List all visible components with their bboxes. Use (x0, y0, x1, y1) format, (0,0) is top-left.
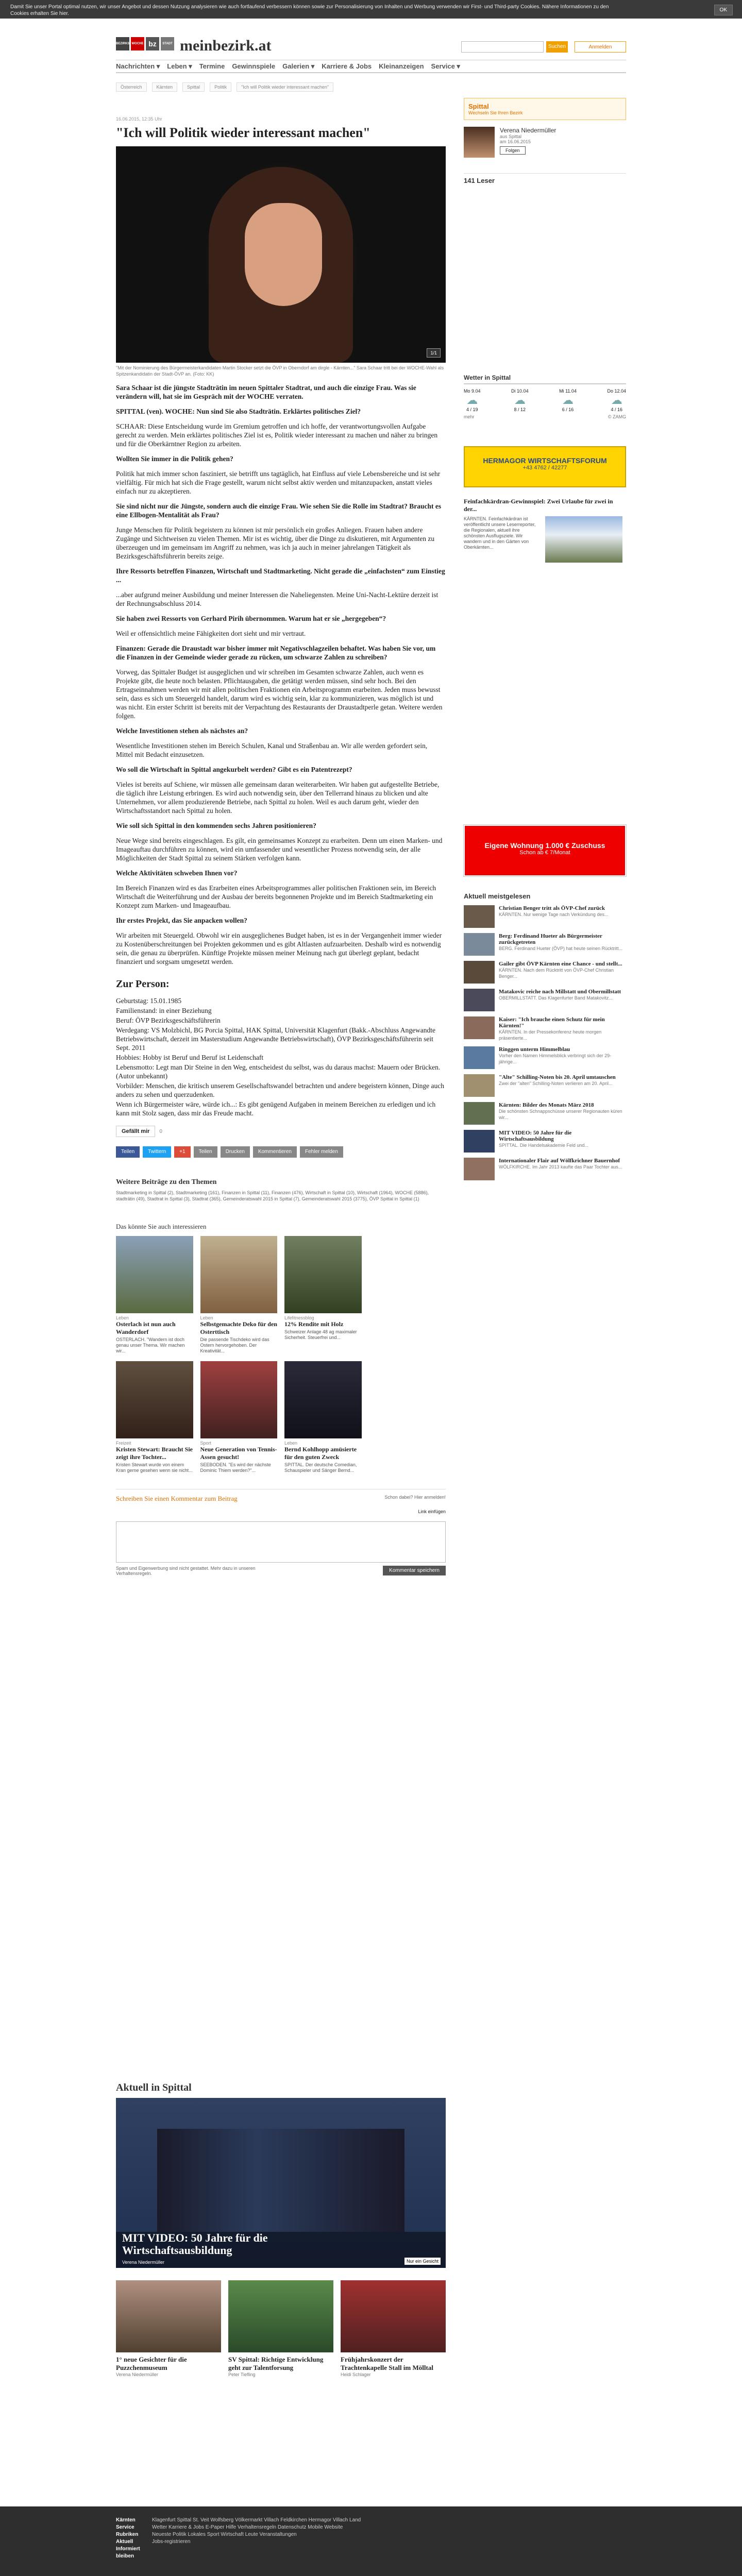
teaser-image (200, 1361, 278, 1438)
author-place: aus Spittal (500, 134, 522, 139)
interesting-grid (116, 1236, 446, 1473)
person-fact: Beruf: ÖVP Bezirksgeschäftsführerin (116, 1016, 221, 1024)
promo-text: KÄRNTEN. Feinfachkärdran ist veröffentlicht unsere Leserreporter, die Regionalen, aktuell ihre schönsten Ausflugsziele. Wir wandern und in den Gärten von Oberkärnten... (464, 516, 536, 550)
nav-item-nachrichten[interactable]: Nachrichten ▾ (116, 62, 160, 70)
share-toolbar (116, 1146, 446, 1158)
article-question: Sie sind nicht nur die Jüngste, sondern auch die einzige Frau. Wie sehen Sie die Rolle im Stadtrat? Braucht es eine Ellbogen-Mentalität als Frau? (116, 502, 442, 519)
promo-title: Feinfachkärdran-Gewinnspiel: Zwei Urlaube für zwei in der... (464, 498, 613, 513)
article-question: SPITTAL (ven). WOCHE: Nun sind Sie also Stadträtin. Erklärtes politisches Ziel? (116, 408, 361, 415)
breadcrumb-item[interactable]: Politik (210, 82, 231, 92)
nav-item-service[interactable]: Service ▾ (431, 62, 460, 70)
card-title: SV Spittal: Richtige Entwicklung geht zur Talentforsung (228, 2355, 324, 2371)
gallery-count-badge[interactable]: 1/1 (427, 348, 441, 358)
person-section-title: Zur Person: (116, 978, 170, 990)
partner-logos (116, 37, 174, 59)
teaser-desc: Schweizer Anlage 48 ag maximaler Sicherheit. Steuerfrei und... (284, 1329, 357, 1340)
header (116, 19, 626, 60)
like-button[interactable]: Gefällt mir (116, 1126, 155, 1137)
comment-hint: Spam und Eigenwerbung sind nicht gestattet. Mehr dazu in unseren Verhaltensregeln. (116, 1566, 256, 1576)
weather-day: Di 10.04 ☁ 8 / 12 (511, 388, 529, 412)
tags-list[interactable]: Stadtmarketing in Spittal (2), Stadtmarketing (161), Finanzen in Spittal (11), Finanzen (476), Wirtschaft in Spittal (10), Wirtschaft (1964), WOCHE (5886), stadträtin (49), Stadtrat in Spittal (3), Stadtrat (365), Gemeinderatswahl 2015 in Spittal (7), Gemeinderatswahl 2015 (3775), ÖVP Spittal in Spittal (1) (116, 1190, 429, 1201)
featured-story[interactable] (116, 2098, 446, 2268)
thumbnail (464, 1074, 495, 1097)
teaser-image (116, 1361, 193, 1438)
nav-item-kleinanzeigen[interactable]: Kleinanzeigen (379, 62, 424, 70)
card-image (341, 2280, 446, 2352)
most-read-item[interactable]: Matakovic reiche nach Millstatt und Obermillstatt OBERMILLSTATT. Das Klagenfurter Band Matakovitz... (464, 989, 626, 1011)
cloud-icon: ☁ (611, 394, 622, 406)
teaser-image (200, 1236, 278, 1313)
twitter-share-button[interactable]: Twittern (143, 1146, 171, 1158)
cloud-icon: ☁ (514, 394, 526, 406)
ad-subtitle: Schon ab € 7/Monat (519, 850, 570, 856)
local-news-card[interactable] (116, 2280, 221, 2377)
insert-link-button[interactable]: Link einfügen (418, 1509, 446, 1514)
thumbnail (464, 933, 495, 956)
thumbnail (464, 1130, 495, 1153)
teaser-desc: OSTERLACH. "Wandern ist doch genau unser Thema. Wir machen wir... (116, 1337, 185, 1353)
thumbnail (464, 1046, 495, 1069)
most-read-item[interactable]: MIT VIDEO: 50 Jahre für die Wirtschaftsausbildung SPITTAL. Die Handelsakademie Feld und... (464, 1130, 626, 1153)
thumbnail (464, 961, 495, 984)
teaser-desc: SEEBODEN. "Es wird der nächste Dominic Thiem werden?"... (200, 1462, 271, 1473)
local-news-card[interactable] (341, 2280, 446, 2377)
article-date: 16.06.2015, 12:35 Uhr (116, 116, 162, 122)
cloud-icon: ☁ (562, 394, 574, 406)
person-fact: Geburtstag: 15.01.1985 (116, 997, 182, 1005)
region-switch-link[interactable]: Wechseln Sie Ihren Bezirk (468, 110, 523, 115)
breadcrumb-item[interactable]: Spittal (182, 82, 205, 92)
weather-day: Do 12.04 ☁ 4 / 16 (607, 388, 626, 412)
local-news-section (116, 2082, 626, 2377)
tags-title: Weitere Beiträge zu den Themen (116, 1178, 217, 1186)
teaser-title: Selbstgemachte Deko für den Osterttisch (200, 1320, 277, 1335)
thumbnail (464, 1158, 495, 1180)
teaser-card[interactable] (284, 1236, 362, 1354)
article-question: Finanzen: Gerade die Draustadt war bisher immer mit Negativschlagzeilen behaftet. Was haben Sie vor, um die Finanzen in der Gemeinde wieder gerade zu rücken, um schwarze Zahlen zu schreiben? (116, 645, 436, 661)
weather-day: Mi 11.04 ☁ 6 / 16 (559, 388, 577, 412)
most-read-item[interactable]: Christian Benger tritt als ÖVP-Chef zurück KÄRNTEN. Nur wenige Tage nach Verkündung des... (464, 905, 626, 928)
person-fact: Werdegang: VS Molzbichl, BG Porcia Spittal, HAK Spittal, Universität Klagenfurt (Bakk.-Abschluss Angewandte Betriebswirtschaft, derzeit im Masterstudium Angewandte Betriebswirtschaft), ÖVP Bezirksgeschäftsführerin seit Sept. 2011 (116, 1026, 435, 1052)
article-paragraph: ...aber aufgrund meiner Ausbildung und meiner Interessen die Naheliegensten. Meine Uni-Nacht-Lektüre derzeit ist der Rechnungsabschluss 2014. (116, 591, 439, 607)
nav-item-gewinnspiele[interactable]: Gewinnspiele (232, 62, 276, 70)
nav-item-galerien[interactable]: Galerien ▾ (282, 62, 315, 70)
article-title: "Ich will Politik wieder interessant machen" (116, 125, 370, 140)
teaser-image (284, 1236, 362, 1313)
article-question: Sie haben zwei Ressorts von Gerhard Pirih übernommen. Warum hat er sie „hergegeben“? (116, 615, 386, 622)
sidebar (464, 96, 626, 120)
local-news-card[interactable] (228, 2280, 333, 2377)
hero-face-shape (245, 203, 322, 306)
most-read-item[interactable]: Kaiser: "Ich brauche einen Schutz für mein Kärnten!" KÄRNTEN. In der Pressekonferenz heute morgen präsentierte... (464, 1016, 626, 1041)
weather-widget (464, 374, 626, 419)
most-read-item[interactable]: Kärnten: Bilder des Monats März 2018 Die schönsten Schnappschüsse unserer Regionauten küren wir... (464, 1102, 626, 1125)
save-comment-button[interactable]: Kommentar speichern (383, 1566, 446, 1575)
most-read-item[interactable]: Berg: Ferdinand Hueter als Bürgermeister zurückgetreten BERG. Ferdinand Hueter (ÖVP) hat heute seinen Rücktritt... (464, 933, 626, 956)
card-title: 1° neue Gesichter für die Puzzchenmuseum (116, 2355, 187, 2371)
print-button[interactable]: Drucken (221, 1146, 250, 1158)
nav-item-leben[interactable]: Leben ▾ (167, 62, 192, 70)
card-author[interactable]: Verena Niedermüller (116, 2372, 159, 2377)
article-paragraph: SCHAAR: Diese Entscheidung wurde im Gremium getroffen und ich hoffe, der verantwortungsvollen Aufgabe gerecht zu werden. Mein erklärtes politisches Ziel ist es, Politik wieder interessant zu machen und näher zu bringen und für die Oberkärntner Region zu arbeiten. (116, 422, 438, 448)
teaser-image (116, 1236, 193, 1313)
region-name[interactable]: Spittal (468, 103, 489, 110)
article-paragraph: Junge Menschen für Politik begeistern zu können ist mir persönlich ein großes Anliegen. Frauen haben andere Zugänge und Sichtweisen zu vielen Themen. Mir ist es wichtig, über die Dinge zu diskutieren, mit Argumenten zu überzeugen und im gemeinsam im Angriff zu nehmen, was ich ja auch in meiner jahrelangen Tätigkeit als Bezirksgeschäftsführerin bereits zeige. (116, 526, 435, 560)
teaser-category: Leben (200, 1315, 213, 1320)
teaser-title: Bernd Kohlhopp amüsierte für den guten Zweck (284, 1446, 357, 1461)
featured-author[interactable]: Verena Niedermüller (122, 2260, 165, 2265)
like-count: 0 (159, 1128, 162, 1134)
card-image (228, 2280, 333, 2352)
ad-image (369, 1361, 446, 1438)
person-fact: Vorbilder: Menschen, die kritisch unserem Gesellschaftswandel betrachten und andere begeistern können, Dinge auch anders zu sehen und querzudenken. (116, 1082, 445, 1098)
teaser-title: 12% Rendite mit Holz (284, 1320, 344, 1328)
teaser-desc: Die passende Tischdeko wird das Ostern hervorgehoben. Der Kreativität... (200, 1337, 269, 1353)
teaser-card[interactable] (116, 1236, 193, 1354)
author-name[interactable]: Verena Niedermüller (500, 127, 556, 134)
share-button[interactable]: Teilen (194, 1146, 217, 1158)
report-error-button[interactable]: Fehler melden (300, 1146, 343, 1158)
article-question: Welche Aktivitäten schweben Ihnen vor? (116, 869, 238, 877)
article-lead: Sara Schaar ist die jüngste Stadträtin im neuen Spittaler Stadtrat, und auch die einzige Frau. Was sie verändern will, hat sie im Gespräch mit der WOCHE verraten. (116, 384, 416, 400)
article-question: Wo soll die Wirtschaft in Spittal angekurbelt werden? Gibt es ein Patentrezept? (116, 766, 352, 773)
footer-row[interactable]: Service Wetter Karriere & Jobs E-Paper Hilfe Verhaltensregeln Datenschutz Mobile Website (116, 2524, 343, 2530)
region-box (464, 98, 626, 120)
article-question: Wollten Sie immer in die Politik gehen? (116, 455, 233, 463)
ad-title: HERMAGOR WIRTSCHAFTSFORUM (483, 456, 607, 465)
article-paragraph: Politik hat mich immer schon fasziniert, sie betrifft uns tagtäglich, hat Einfluss auf viele Lebensbereiche und ist sehr vielfältig. Für mich hat sich die Frage gestellt, warum nicht selbst aktiv werden und mitanzupacken, anstatt vieles einfach nur zu akzeptieren. (116, 470, 441, 495)
teaser-card[interactable] (116, 1361, 193, 1473)
cookie-text: Damit Sie unser Portal optimal nutzen, wir unser Angebot und dessen Nutzung analysieren wie auch fortlaufend verbessern können sowie zur Personalisierung von Inhalten und Werbung verwenden wir First- und Third-party Cookies. Nähere Informationen zu den Cookies erhalten Sie hier. (10, 4, 609, 16)
image-caption: "Mit der Nominierung des Bürgermeisterkandidaten Martin Stocker setzt die ÖVP in Oberndorf am dirgle - Kärnten..." Sara Schaar tritt bei der WOCHE-Wahl als Spitzenkandidatin der Stadt-ÖVP an. (Foto: KK) (116, 365, 444, 377)
card-author[interactable]: Peter Tiefling (228, 2372, 256, 2377)
comment-login-link[interactable]: Schon dabei? Hier anmelden! (384, 1495, 446, 1500)
ad-image (369, 1236, 446, 1313)
teaser-title: Osterlach ist nun auch Wanderdorf (116, 1320, 176, 1335)
local-news-row (116, 2280, 446, 2377)
article-question: Welche Investitionen stehen als nächstes an? (116, 727, 248, 735)
comment-section (116, 1489, 446, 1576)
most-read-item[interactable]: Gailer gibt ÖVP Kärnten eine Chance - und stellt... KÄRNTEN. Nach dem Rücktritt von ÖVP-Chef Christian Benger... (464, 961, 626, 984)
footer-row[interactable]: Informiert bleiben (116, 2546, 140, 2559)
teaser-desc: SPITTAL. Der deutsche Comedian, Schauspieler und Sänger Bernd... (284, 1462, 357, 1473)
interesting-title: Das könnte Sie auch interessieren (116, 1223, 207, 1230)
weather-more-link[interactable]: mehr (464, 414, 475, 419)
search-input[interactable] (461, 41, 544, 53)
article-paragraph: Im Bereich Finanzen wird es das Erarbeiten eines Arbeitsprogrammes aller politischen Fraktionen sein, im Bereich Wirtschaft die Weiterführung und der Ausbau der bereits begonnenen Projekte und im Bereich Stadtmarketing ein Konzept zum Marken- und Imageaufbau. (116, 884, 436, 909)
main-nav (116, 60, 626, 73)
search-button[interactable]: Suchen (546, 41, 568, 53)
thumbnail (464, 1016, 495, 1039)
breadcrumb-item[interactable]: Österreich (116, 82, 147, 92)
author-box (464, 127, 626, 158)
nav-item-termine[interactable]: Termine (199, 62, 225, 70)
article-paragraph: Weil er offensichtlich meine Fähigkeiten dort sieht und mir vertraut. (116, 630, 306, 637)
logo-woche[interactable]: WOCHE (131, 37, 144, 50)
ad-banner[interactable] (464, 825, 626, 876)
most-read-title: Aktuell meistgelesen (464, 892, 531, 900)
teaser-category: Freizeit (116, 1440, 131, 1446)
featured-photo (157, 2129, 404, 2232)
teaser-card[interactable] (284, 1361, 362, 1473)
logo-bezirksblaetter[interactable]: BEZIRKS BLÄTTER (116, 37, 129, 50)
footer-row[interactable]: Aktuell Jobs-registrieren (116, 2539, 191, 2545)
related-tags (116, 1178, 446, 1202)
facebook-share-button[interactable]: Teilen (116, 1146, 140, 1158)
follow-button[interactable]: Folgen (500, 146, 526, 155)
like-row (116, 1126, 446, 1137)
teaser-card[interactable] (200, 1361, 278, 1473)
main-column (116, 116, 446, 1576)
featured-tag[interactable]: Nur ein Gesicht (404, 2258, 441, 2265)
teaser-title: Kristen Stewart: Braucht Sie zeigt ihre Tochter... (116, 1446, 193, 1461)
teaser-category: Leben (116, 1315, 129, 1320)
teaser-title: Neue Generation von Tennis-Assen gesucht! (200, 1446, 277, 1461)
logo-stadtblatt[interactable]: STADT BLATT (161, 37, 174, 50)
reader-count: 141 Leser (464, 173, 626, 184)
ad-banner[interactable] (464, 446, 626, 487)
thumbnail (464, 1102, 495, 1125)
nav-item-karriere[interactable]: Karriere & Jobs (322, 62, 372, 70)
breadcrumb-item: "Ich will Politik wieder interessant machen" (237, 82, 333, 92)
most-read-item[interactable]: Internationaler Flair auf Wölfkrichner Bauernhof WÖLFKIRCHE. Im Jahr 2013 kaufte das Paar Tochter aus... (464, 1158, 626, 1180)
cookie-banner (0, 0, 742, 19)
page-wrapper (116, 19, 626, 2377)
login-button[interactable]: Anmelden (575, 41, 626, 53)
most-read-item[interactable]: Ringgen unterm Himmelblau Vorher den Namen Himmelsblick verbringt sich der 29-jährige... (464, 1046, 626, 1069)
promo-box[interactable] (464, 498, 626, 563)
article-paragraph: Wir arbeiten mit Steuergeld. Obwohl wir ein ausgeglichenes Budget haben, ist es in der Vergangenheit immer wieder zu Kostenüberschreitungen bei Projekten gekommen und es gibt Altlasten aufzuarbeiten. Deshalb wird es notwendig sein, die genau zu überprüfen. Künftige Projekte müssen meiner Meinung nach gut überlegt geplant, bedacht finanziert und sorgsam umgesetzt werden. (116, 931, 442, 965)
teaser-card[interactable] (200, 1236, 278, 1354)
footer-links (0, 2506, 742, 2576)
teaser-desc: Kristen Stewart wurde von einem Kran gerne gesehen wenn sie nicht... (116, 1462, 193, 1473)
article-paragraph: Wesentliche Investitionen stehen im Bereich Schulen, Kanal und Straßenbau an. Wir alle werden gefordert sein, Mittel mit Bedacht einzusetzen. (116, 742, 428, 758)
weather-title: Wetter in Spittal (464, 374, 626, 384)
cloud-icon: ☁ (466, 394, 478, 406)
card-image (116, 2280, 221, 2352)
article-paragraph: Neue Wege sind bereits eingeschlagen. Es gilt, ein gemeinsames Konzept zu erarbeiten. Denn um einen Marken- und Imageauftau durchführen zu können, wird ein umfassender und wesentlicher Prozess notwendig sein, der alle Möglichkeiten der Stadt Spittal zu seinem Stärken verfolgen kann. (116, 837, 443, 862)
author-date: am 16.06.2015 (500, 139, 531, 144)
google-plus-button[interactable]: +1 (174, 1146, 190, 1158)
person-fact: Wenn ich Bürgermeister wäre, würde ich...: Es gibt genügend Aufgaben in meinem Bereichen zu erledigen und ich kann mit Stolz sagen, dass mir das Freude macht. (116, 1100, 436, 1117)
article-question: Ihr erstes Projekt, das Sie anpacken wollen? (116, 917, 247, 924)
comment-button[interactable]: Kommentieren (253, 1146, 297, 1158)
most-read-box (464, 889, 626, 1180)
thumbnail (464, 989, 495, 1011)
article-paragraph: Vieles ist bereits auf Schiene, wir müssen alle gemeinsam daran weiterarbeiten. Wir haben gut aufgestellte Betriebe, die täglich ihre Leistung erbringen. Es wird auch notwendig sein, über den Tellerrand hinaus zu blicken und alte Unternehmen, vor allem produzierende Betriebe, nach Spittal zu holen. Weil es auch darum geht, wieder den Wirtschaftsstandort nach Spittal zu holen. (116, 781, 440, 815)
person-fact: Hobbies: Hobby ist Beruf und Beruf ist Leidenschaft (116, 1054, 264, 1061)
comment-title: Schreiben Sie einen Kommentar zum Beitrag (116, 1495, 238, 1502)
cookie-ok-button[interactable]: OK (714, 5, 733, 15)
avatar[interactable] (464, 127, 495, 158)
ad-title: Eigene Wohnung 1.000 € Zuschuss (484, 841, 605, 850)
teaser-image (284, 1361, 362, 1438)
article-hero-image[interactable] (116, 146, 446, 363)
article-body (116, 383, 446, 1117)
breadcrumb (116, 82, 626, 92)
ad-subtitle: +43 4762 / 42277 (522, 465, 567, 471)
comment-textarea[interactable] (116, 1521, 446, 1563)
person-fact: Lebensmotto: Legt man Dir Steine in den Weg, entscheidest du selbst, was du daraus machst: Mauern oder Brücken. (Autor unbekannt) (116, 1063, 441, 1080)
ad-slot (369, 1361, 446, 1473)
breadcrumb-item[interactable]: Kärnten (152, 82, 178, 92)
teaser-category: Sport (200, 1440, 212, 1446)
teaser-category: Leben (284, 1440, 298, 1446)
person-fact: Familienstand: in einer Beziehung (116, 1007, 212, 1014)
site-logo[interactable]: meinbezirk.at (180, 37, 272, 54)
teaser-category: Lifefitnessblog (284, 1315, 314, 1320)
featured-title: MIT VIDEO: 50 Jahre für die Wirtschaftsausbildung (122, 2231, 268, 2257)
article-question: Wie soll sich Spittal in den kommenden sechs Jahren positionieren? (116, 822, 316, 829)
card-author[interactable]: Heidi Schlager (341, 2372, 371, 2377)
article-paragraph: Vorweg, das Spittaler Budget ist ausgeglichen und wir schreiben im Gesamten schwarze Zahlen, auch wenn es Projekte gibt, die heute noch belasten. Pflichtausgaben, die getätigt werden müssen, sind sehr hoch. Bei den Ertragseinnahmen werden wir mit allen politischen Fraktionen ein Arbeitsprogramm erarbeiten. Jeden muss bewusst sein, dass es sich um Steuergeld handelt, darum wird es wichtig sein, klar zu kommunizieren, was möglich ist und was nicht. Ein erster Schritt ist bereits mit der Verpachtung des Restaurants der Draustadtperle getan. Weitere werden folgen. (116, 668, 443, 720)
promo-image (545, 516, 622, 563)
most-read-item[interactable]: "Alte" Schilling-Noten bis 20. April umtauschen Zwei der "alten" Schilling-Noten verlieren am 20. April... (464, 1074, 626, 1097)
local-news-title: Aktuell in Spittal (116, 2082, 192, 2093)
weather-day: Mo 9.04 ☁ 4 / 19 (464, 388, 481, 412)
weather-source: © ZAMG (608, 414, 626, 419)
logo-bz[interactable]: bz (146, 37, 159, 50)
thumbnail (464, 905, 495, 928)
card-title: Frühjahrskonzert der Trachtenkapelle Stall im Mölltal (341, 2355, 433, 2371)
footer-row[interactable]: Rubriken Neueste Politik Lokales Sport Wirtschaft Leute Veranstaltungen (116, 2532, 297, 2537)
article-question: Ihre Ressorts betreffen Finanzen, Wirtschaft und Stadtmarketing. Nicht gerade die „einfachsten“ zum Einstieg ... (116, 567, 445, 584)
ad-slot (369, 1236, 446, 1354)
footer-row[interactable]: Kärnten Klagenfurt Spittal St. Veit Wolfsberg Völkermarkt Villach Feldkirchen Hermagor Villach Land (116, 2517, 361, 2523)
